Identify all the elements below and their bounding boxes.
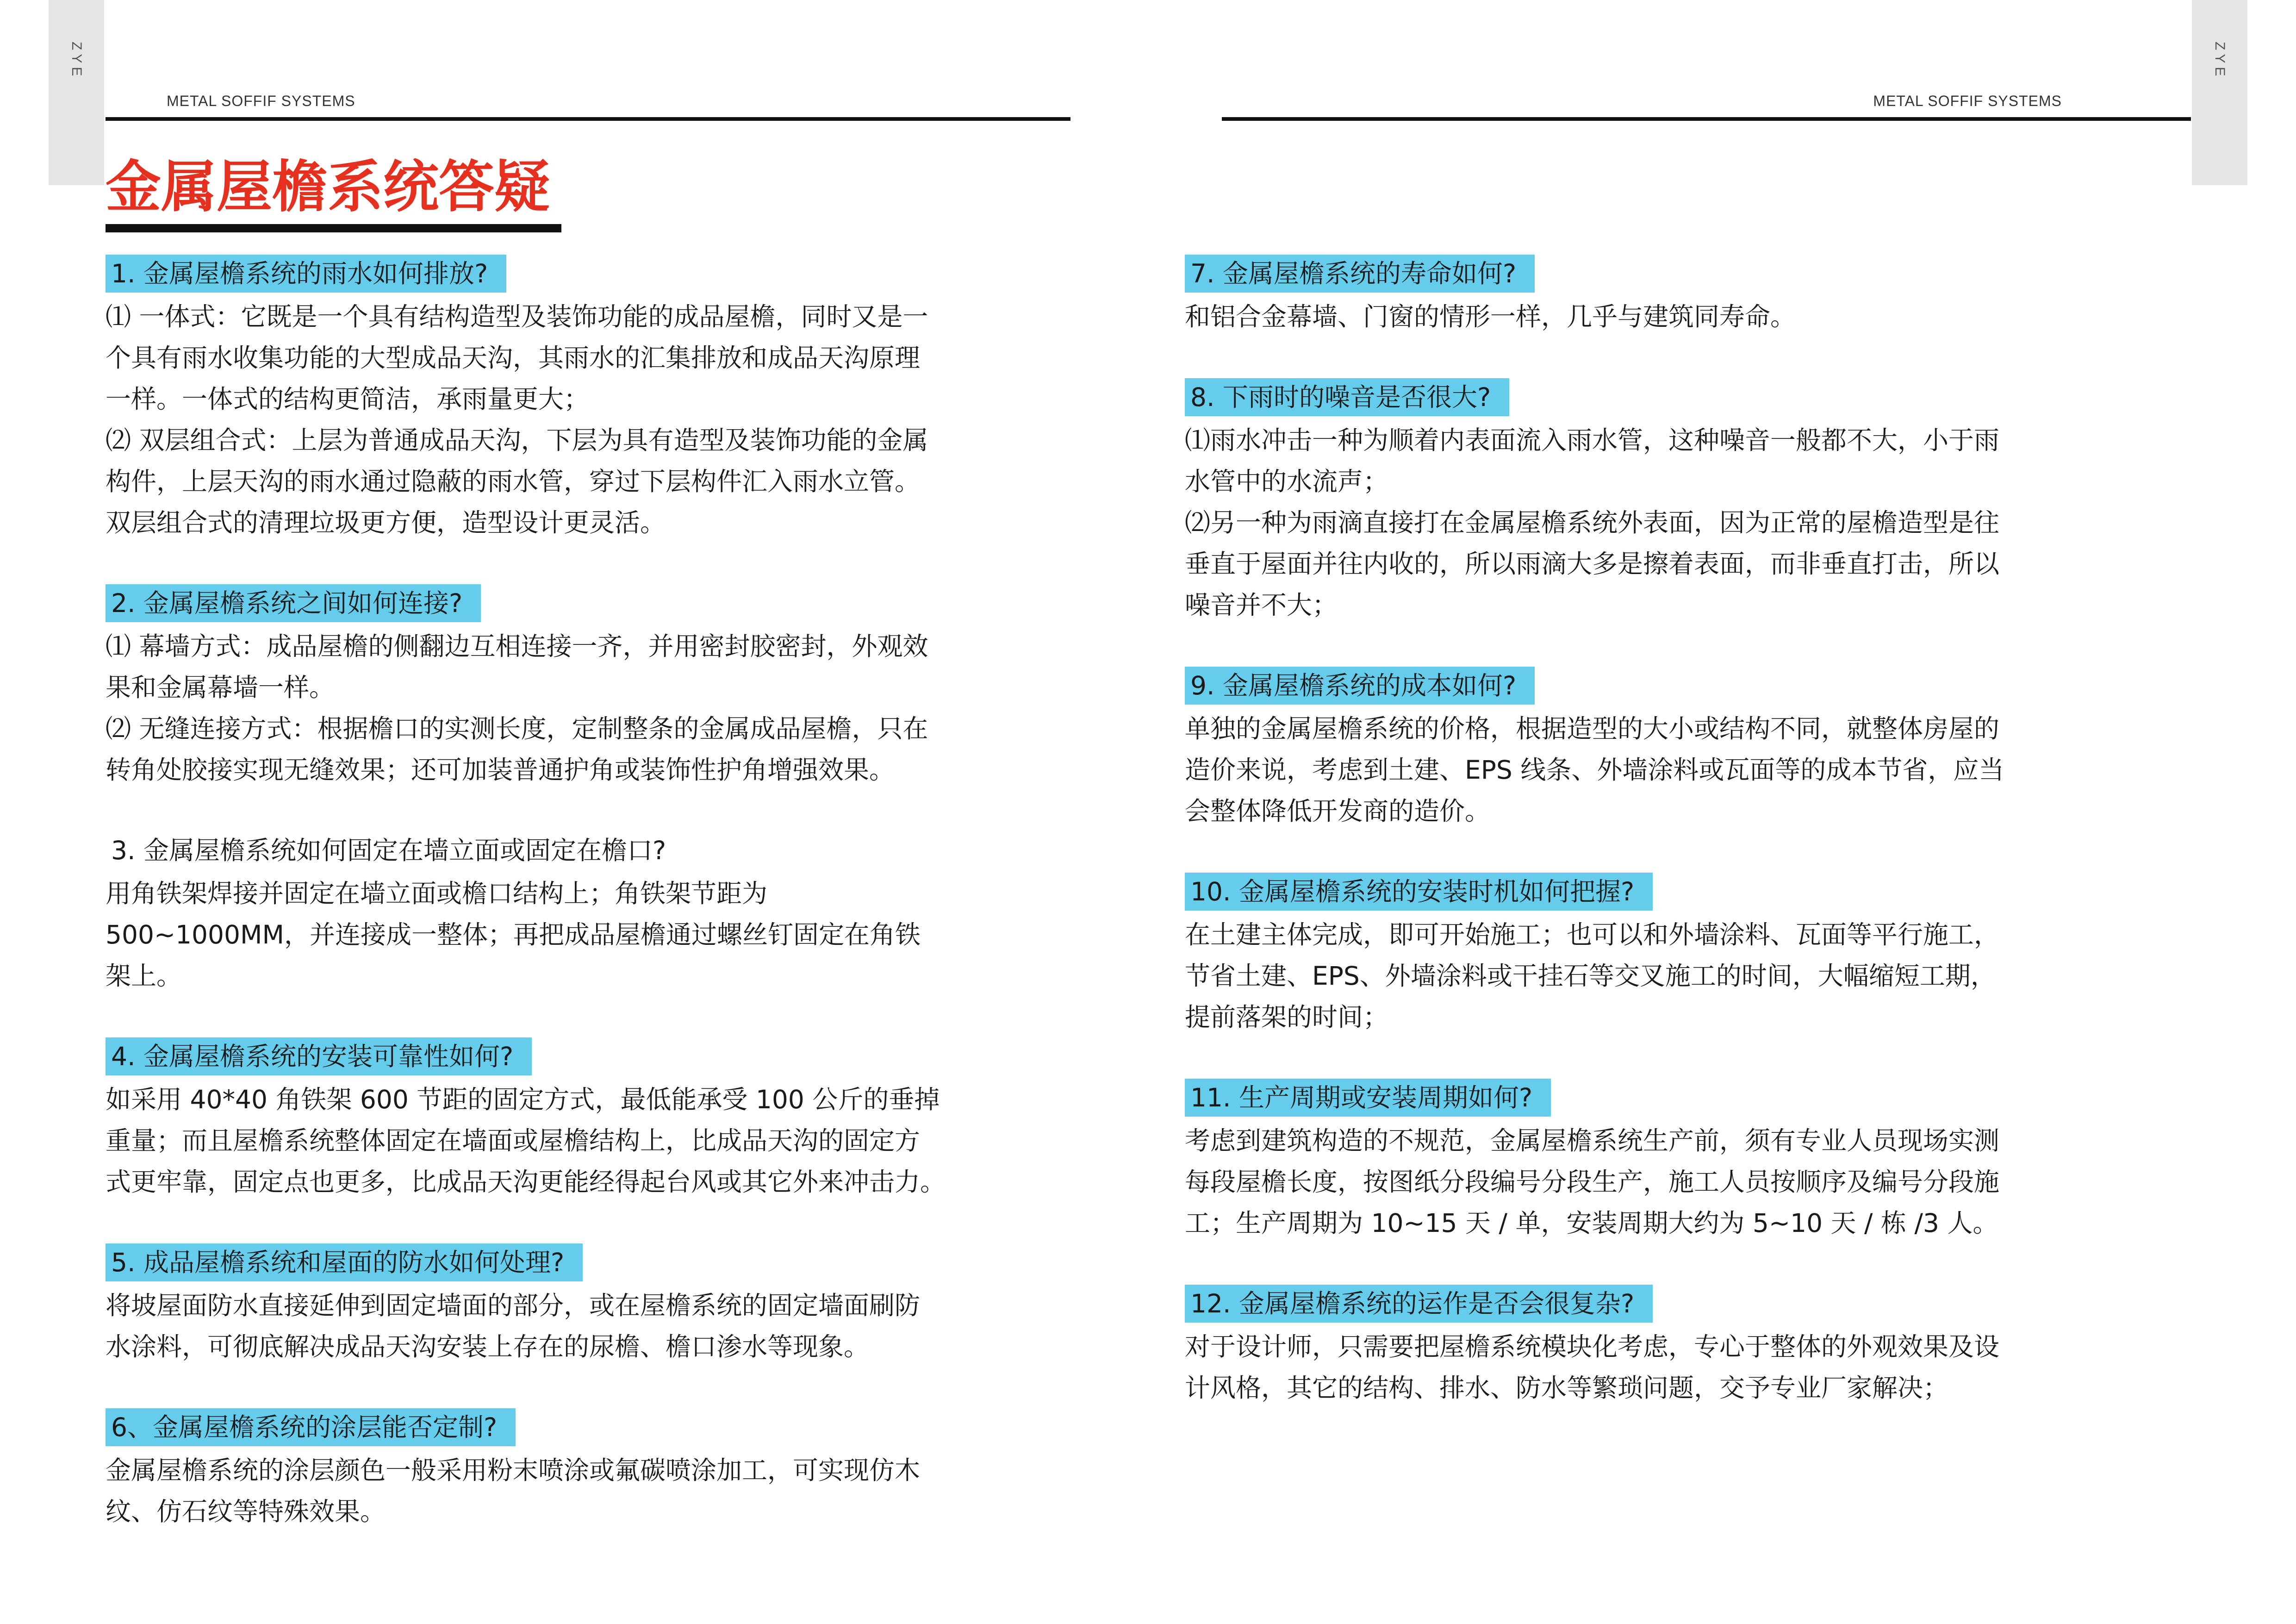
faq-answer-line: 将坡屋面防水直接延伸到固定墙面的部分，或在屋檐系统的固定墙面刷防: [106, 1291, 921, 1320]
faq-answer-line: 和铝合金幕墙、门窗的情形一样，几乎与建筑同寿命。: [1185, 302, 1796, 331]
faq-answer-line: 500~1000MM，并连接成一整体；再把成品屋檐通过螺丝钉固定在角铁: [106, 920, 921, 949]
faq-item: [106, 584, 1068, 791]
header-rule-right: [1222, 117, 2191, 121]
faq-answer-line: ⑵ 双层组合式：上层为普通成品天沟，下层为具有造型及装饰功能的金属: [106, 425, 928, 455]
faq-answer: [106, 296, 1068, 543]
faq-question: 5. 成品屋檐系统和屋面的防水如何处理?: [106, 1243, 583, 1281]
faq-question: 8. 下雨时的噪音是否很大?: [1185, 378, 1509, 416]
faq-answer-line: 纹、仿石纹等特殊效果。: [106, 1497, 386, 1526]
faq-item: [1185, 255, 2157, 337]
faq-answer-line: 对于设计师，只需要把屋檐系统模块化考虑，专心于整体的外观效果及设: [1185, 1332, 2000, 1362]
faq-answer-line: 噪音并不大；: [1185, 590, 1338, 620]
faq-answer-line: 水管中的水流声；: [1185, 467, 1389, 496]
faq-question: 12. 金属屋檐系统的运作是否会很复杂?: [1185, 1285, 1653, 1323]
faq-answer: [1185, 1326, 2157, 1409]
faq-question: 4. 金属屋檐系统的安装可靠性如何?: [106, 1037, 532, 1075]
faq-answer-line: 金属屋檐系统的涂层颜色一般采用粉末喷涂或氟碳喷涂加工，可实现仿木: [106, 1455, 921, 1485]
faq-answer-line: ⑴雨水冲击一种为顺着内表面流入雨水管，这种噪音一般都不大，小于雨: [1185, 425, 2000, 455]
faq-answer-line: 用角铁架焊接并固定在墙立面或檐口结构上；角铁架节距为: [106, 879, 768, 908]
faq-answer-line: 造价来说，考虑到土建、EPS 线条、外墙涂料或瓦面等的成本节省，应当: [1185, 755, 2004, 785]
faq-answer-line: 节省土建、EPS、外墙涂料或干挂石等交叉施工的时间，大幅缩短工期，: [1185, 961, 1996, 991]
faq-answer-line: 考虑到建筑构造的不规范，金属屋檐系统生产前，须有专业人员现场实测: [1185, 1126, 2000, 1156]
faq-question: 6、金属屋檐系统的涂层能否定制?: [106, 1408, 516, 1446]
faq-answer-line: 水涂料，可彻底解决成品天沟安装上存在的尿檐、檐口渗水等现象。: [106, 1332, 870, 1362]
faq-answer: [106, 1450, 1068, 1532]
faq-question: 10. 金属屋檐系统的安装时机如何把握?: [1185, 873, 1653, 911]
faq-answer: [1185, 1120, 2157, 1244]
faq-answer: [1185, 296, 2157, 337]
faq-answer-line: 每段屋檐长度，按图纸分段编号分段生产，施工人员按顺序及编号分段施: [1185, 1167, 2000, 1197]
faq-answer-line: 果和金属幕墙一样。: [106, 673, 335, 702]
page-title: 金属屋檐系统答疑: [106, 155, 550, 219]
faq-question: 2. 金属屋檐系统之间如何连接?: [106, 584, 481, 622]
faq-answer-line: 如采用 40*40 角铁架 600 节距的固定方式，最低能承受 100 公斤的垂掉: [106, 1085, 940, 1114]
faq-item: [1185, 1285, 2157, 1409]
faq-answer-line: 个具有雨水收集功能的大型成品天沟，其雨水的汇集排放和成品天沟原理: [106, 343, 921, 373]
faq-answer-line: 计风格，其它的结构、排水、防水等繁琐问题，交予专业厂家解决；: [1185, 1373, 1949, 1403]
faq-answer: [106, 1079, 1068, 1203]
faq-answer-line: ⑴ 一体式：它既是一个具有结构造型及装饰功能的成品屋檐，同时又是一: [106, 302, 928, 331]
faq-item: [106, 1037, 1068, 1203]
faq-question: 7. 金属屋檐系统的寿命如何?: [1185, 255, 1535, 293]
side-tab-right-text: ZYE: [2212, 42, 2228, 80]
faq-item: [106, 1408, 1068, 1532]
faq-answer: [1185, 914, 2157, 1038]
faq-answer-line: 单独的金属屋檐系统的价格，根据造型的大小或结构不同，就整体房屋的: [1185, 714, 2000, 743]
faq-answer-line: 双层组合式的清理垃圾更方便，造型设计更灵活。: [106, 508, 666, 537]
faq-answer: [1185, 708, 2157, 832]
faq-answer: [1185, 420, 2157, 626]
faq-answer-line: 重量；而且屋檐系统整体固定在墙面或屋檐结构上，比成品天沟的固定方: [106, 1126, 921, 1156]
faq-answer: [106, 873, 1068, 997]
faq-answer: [106, 1285, 1068, 1368]
faq-answer-line: 转角处胶接实现无缝效果；还可加装普通护角或装饰性护角增强效果。: [106, 755, 895, 785]
header-label-left: METAL SOFFIF SYSTEMS: [167, 93, 355, 109]
faq-question: 1. 金属屋檐系统的雨水如何排放?: [106, 255, 506, 293]
header-rule-left: [106, 117, 1070, 121]
header-label-right: METAL SOFFIF SYSTEMS: [1873, 93, 2062, 109]
right-column: [1185, 255, 2157, 1449]
faq-question: 9. 金属屋檐系统的成本如何?: [1185, 667, 1535, 705]
faq-answer-line: 会整体降低开发商的造价。: [1185, 796, 1491, 826]
faq-answer-line: 工；生产周期为 10~15 天 / 单，安装周期大约为 5~10 天 / 栋 /3 人。: [1185, 1208, 1998, 1238]
faq-answer: [106, 626, 1068, 791]
title-underline: [106, 224, 561, 232]
faq-answer-line: 垂直于屋面并往内收的，所以雨滴大多是擦着表面，而非垂直打击，所以: [1185, 549, 2000, 579]
faq-answer-line: ⑵ 无缝连接方式：根据檐口的实测长度，定制整条的金属成品屋檐，只在: [106, 714, 928, 743]
faq-question: 11. 生产周期或安装周期如何?: [1185, 1079, 1551, 1117]
faq-item: [1185, 667, 2157, 832]
faq-answer-line: 一样。一体式的结构更简洁，承雨量更大；: [106, 384, 590, 414]
faq-question: 3. 金属屋檐系统如何固定在墙立面或固定在檐口?: [111, 836, 666, 865]
faq-item: [106, 1243, 1068, 1368]
faq-item: [1185, 873, 2157, 1038]
side-tab-left-text: ZYE: [69, 42, 84, 80]
faq-answer-line: ⑵另一种为雨滴直接打在金属屋檐系统外表面，因为正常的屋檐造型是往: [1185, 508, 2000, 537]
faq-answer-line: ⑴ 幕墙方式：成品屋檐的侧翻边互相连接一齐，并用密封胶密封，外观效: [106, 631, 928, 661]
side-tab-right: [2192, 0, 2247, 185]
side-tab-left: [49, 0, 104, 185]
left-column: [106, 255, 1068, 1573]
faq-item: [1185, 1079, 2157, 1244]
faq-item: [1185, 378, 2157, 626]
faq-answer-line: 提前落架的时间；: [1185, 1002, 1389, 1032]
faq-item: [106, 255, 1068, 543]
faq-answer-line: 架上。: [106, 961, 182, 991]
faq-answer-line: 在土建主体完成，即可开始施工；也可以和外墙涂料、瓦面等平行施工，: [1185, 920, 2000, 949]
faq-item: [106, 831, 1068, 997]
faq-answer-line: 构件，上层天沟的雨水通过隐蔽的雨水管，穿过下层构件汇入雨水立管。: [106, 467, 921, 496]
faq-answer-line: 式更牢靠，固定点也更多，比成品天沟更能经得起台风或其它外来冲击力。: [106, 1167, 946, 1197]
